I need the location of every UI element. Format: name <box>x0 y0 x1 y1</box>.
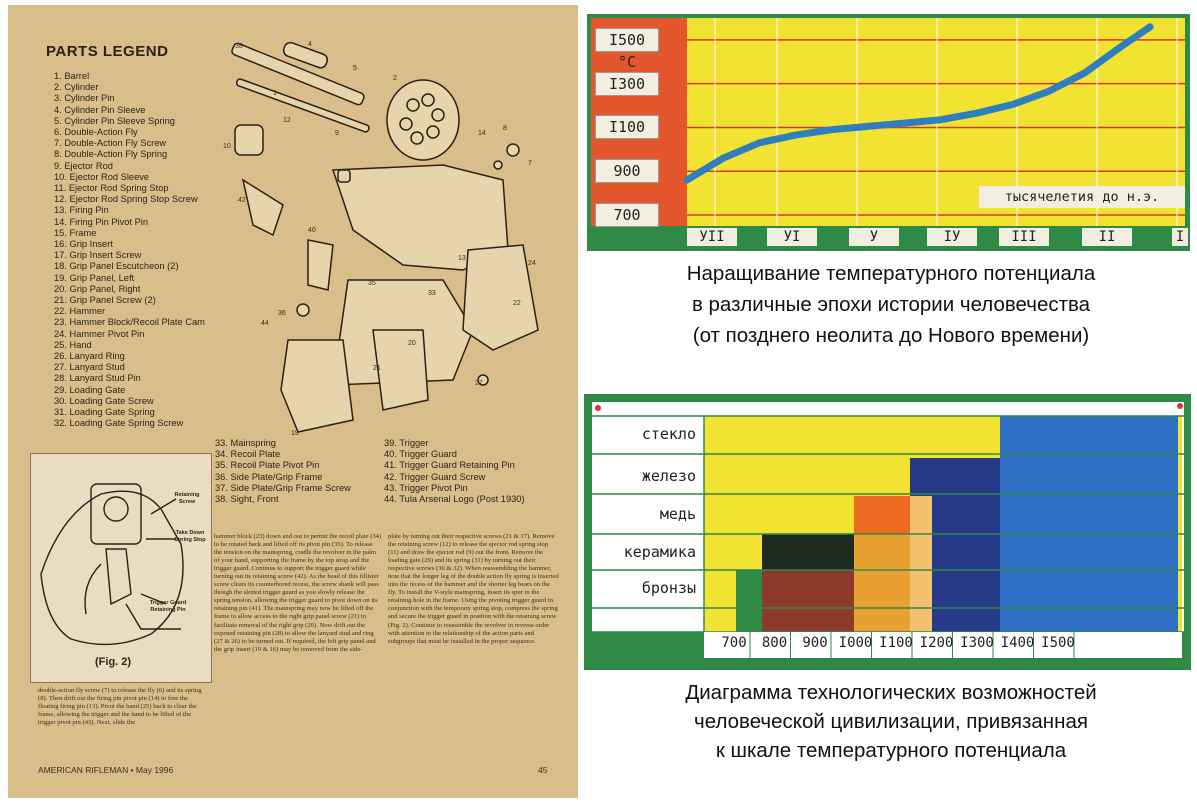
svg-text:24: 24 <box>528 260 536 267</box>
y-tick-label: 700 <box>595 203 659 227</box>
svg-text:19: 19 <box>291 430 299 435</box>
part-item: 18. Grip Panel Escutcheon (2) <box>54 261 179 272</box>
category-label: бронзы <box>641 579 696 597</box>
x-tick-label: 800 <box>761 635 788 651</box>
part-item: 19. Grip Panel, Left <box>54 272 135 283</box>
top-caption-line-1: Наращивание температурного потенциала <box>686 262 1096 285</box>
svg-text:13: 13 <box>458 255 466 262</box>
svg-text:35: 35 <box>368 280 376 287</box>
y-tick-label: I100 <box>595 115 659 139</box>
temperature-chart-plot <box>587 14 1190 251</box>
y-tick-label: I500 °C <box>595 28 659 52</box>
part-item: 14. Firing Pin Pivot Pin <box>54 216 149 227</box>
x-tick-label: II <box>1082 228 1132 246</box>
part-item: 24. Hammer Pivot Pin <box>54 328 145 339</box>
part-item: 1. Barrel <box>54 71 90 81</box>
part-item: 5. Cylinder Pin Sleeve Spring <box>54 115 175 126</box>
top-caption-line-3: (от позднего неолита до Нового времени) <box>692 324 1090 347</box>
x-tick-label: III <box>999 228 1049 246</box>
svg-text:8: 8 <box>503 125 507 132</box>
part-item: 11. Ejector Rod Spring Stop <box>54 183 169 194</box>
svg-text:42: 42 <box>238 197 246 204</box>
exploded-parts-diagram <box>213 40 553 435</box>
part-item: 27. Lanyard Stud <box>54 362 125 373</box>
part-item: 41. Trigger Guard Retaining Pin <box>384 460 515 471</box>
part-item: 26. Lanyard Ring <box>54 351 125 362</box>
marker-dot-left <box>595 405 601 411</box>
x-tick-label: I300 <box>960 635 994 651</box>
page-number: 45 <box>538 765 548 775</box>
article-text-right: plate by turning out their respective screws (21 & 17). Remove the retaining screw (12) to release the ejector rod spring stop (11) and draw the ejector rod (9) out the front. Remove the loading gate (29) and its spring (31) by turning out their respective screws (30 & 32). When reassembling the hammer, note that the longer leg of the double action fly spring is inserted into the recess of the hammer and the shorter leg bears on the fly. To install the V-style mainspring, insert its spur in the retaining hole in the frame. Using the pivoting trigger guard in conjunction with the temporary spring stop, compress the spring and secure the trigger guard in position with the retaining screw (Fig. 2). Continue to reassemble the revolver in reverse order with attention to the relationship of the action parts and subgroups that must be installed in the proper sequence. <box>388 533 559 645</box>
part-item: 32. Loading Gate Spring Screw <box>54 418 184 429</box>
x-tick-label: I <box>1172 228 1188 246</box>
part-item: 43. Trigger Pivot Pin <box>384 482 468 493</box>
y-tick-label: 900 <box>595 159 659 183</box>
x-axis-note: тысячелетия до н.э. <box>979 186 1185 208</box>
x-tick-label: I000 <box>838 635 873 651</box>
x-tick-label: УI <box>767 228 817 246</box>
category-label: железо <box>641 467 696 485</box>
bottom-caption-line-1: Диаграмма технологических возможностей <box>685 681 1097 704</box>
x-tick-label: I400 <box>1000 635 1035 651</box>
parts-list-col2 <box>215 438 351 505</box>
svg-text:33: 33 <box>428 290 436 297</box>
x-tick-label: IУ <box>927 228 977 246</box>
x-tick-label: У <box>849 228 899 246</box>
y-tick-label: I300 <box>595 72 659 96</box>
x-tick-label: 700 <box>721 635 747 651</box>
part-item: 40. Trigger Guard <box>384 449 457 460</box>
bottom-chart-caption <box>592 678 1190 765</box>
svg-text:9: 9 <box>335 130 339 137</box>
parts-list-col1 <box>54 71 205 430</box>
bar-med-hatch <box>910 496 932 632</box>
svg-text:36: 36 <box>278 310 286 317</box>
part-item: 38. Sight, Front <box>215 494 279 505</box>
part-item: 37. Side Plate/Grip Frame Screw <box>215 482 351 493</box>
part-item: 23. Hammer Block/Recoil Plate Cam <box>54 317 205 328</box>
part-item: 28. Lanyard Stud Pin <box>54 373 141 384</box>
part-item: 13. Firing Pin <box>54 205 109 216</box>
part-item: 7. Double-Action Fly Screw <box>54 138 167 149</box>
x-tick-label: 900 <box>802 635 828 651</box>
part-item: 33. Mainspring <box>215 438 276 448</box>
category-label: керамика <box>623 543 696 561</box>
part-item: 16. Grip Insert <box>54 239 113 250</box>
part-item: 2. Cylinder <box>54 82 99 93</box>
trigger-guard-pin-label: Trigger Guard Retaining Pin <box>149 600 187 613</box>
part-item: 44. Tula Arsenal Logo (Post 1930) <box>384 494 525 505</box>
article-text-left: double-action fly screw (7) to release the fly (6) and its spring (8). Then drift out the firing pin pivot pin (14) to free the floating firing pin (13). Pivot the hand (25) back to clear the frame, allowing the trigger and the hand to be lifted of the trigger pivot pin (43). Next, slide the <box>38 687 202 727</box>
bar-keramika-hatch <box>854 534 910 632</box>
svg-text:27: 27 <box>475 380 483 387</box>
hand-holding-revolver-drawing <box>31 454 211 654</box>
part-item: 42. Trigger Guard Screw <box>384 471 486 482</box>
part-item: 30. Loading Gate Screw <box>54 395 154 406</box>
part-item: 29. Loading Gate <box>54 384 126 395</box>
marker-dot-right <box>1177 403 1183 409</box>
svg-text:44: 44 <box>261 320 269 327</box>
svg-text:20: 20 <box>408 340 416 347</box>
part-item: 34. Recoil Plate <box>215 449 281 460</box>
svg-text:40: 40 <box>308 227 316 234</box>
svg-text:21: 21 <box>373 365 381 372</box>
bottom-caption-line-3: к шкале температурного потенциала <box>715 739 1067 762</box>
part-item: 3. Cylinder Pin <box>54 93 115 104</box>
technology-chart <box>584 394 1191 670</box>
figure-caption: (Fig. 2) <box>95 656 132 668</box>
part-item: 20. Grip Panel, Right <box>54 283 141 294</box>
retaining-screw-label: Retaining Screw <box>174 492 200 505</box>
part-item: 9. Ejector Rod <box>54 160 113 171</box>
part-item: 36. Side Plate/Grip Frame <box>215 471 323 482</box>
svg-text:22: 22 <box>513 300 521 307</box>
svg-text:12: 12 <box>283 117 291 124</box>
svg-text:5: 5 <box>353 65 357 72</box>
parts-legend-title: PARTS LEGEND <box>46 43 169 60</box>
svg-text:4: 4 <box>308 41 312 48</box>
part-item: 17. Grip Insert Screw <box>54 250 142 261</box>
svg-text:1: 1 <box>273 90 277 97</box>
part-item: 25. Hand <box>54 339 92 350</box>
x-tick-label: I200 <box>919 635 954 651</box>
bar-bronzy-hatch <box>762 570 854 632</box>
part-item: 31. Loading Gate Spring <box>54 407 155 418</box>
figure-2 <box>30 453 212 683</box>
part-item: 35. Recoil Plate Pivot Pin <box>215 460 320 471</box>
bar-bronzy <box>736 570 762 632</box>
part-item: 15. Frame <box>54 227 97 238</box>
part-item: 4. Cylinder Pin Sleeve <box>54 104 146 115</box>
part-item: 10. Ejector Rod Sleeve <box>54 171 150 182</box>
x-tick-label: I100 <box>879 635 913 651</box>
part-item: 21. Grip Panel Screw (2) <box>54 295 156 306</box>
svg-text:38: 38 <box>235 43 243 50</box>
article-text-middle: hammer block (23) down and out to permit the recoil plate (34) to be rotated back and lifted off its pivot pin (35). To release the tension on the mainspring, cradle the revolver in the palm of your hand, supporting the frame by the top strap and the trigger guard. Continue to support the trigger guard while turning out its retaining screw (42). As the head of this fillister screw clears its counterbored recess, the screw shank will pass though the slotted trigger guard as you slowly release the spring tension, allowing the trigger guard to pivot down on its retaining pin (41). The mainspring may now be lifted off the frame to allow access to the right grip panel screw (21) to facilitate removal of the right grip (20). Now drift out the exposed retaining pin (28) to allow the lanyard stud and ring (27 & 26) to be turned out. If required, the left grip panel and the grip insert (19 & 16) may be removed from the side- <box>214 533 382 653</box>
magazine-footer: AMERICAN RIFLEMAN • May 1996 <box>38 765 174 775</box>
part-item: 39. Trigger <box>384 438 429 448</box>
top-caption-line-2: в различные эпохи истории человечества <box>691 293 1091 316</box>
top-chart-caption <box>592 258 1190 351</box>
magazine-page <box>8 5 578 798</box>
part-item: 12. Ejector Rod Spring Stop Screw <box>54 194 198 205</box>
category-label: медь <box>659 505 696 523</box>
part-item: 6. Double-Action Fly <box>54 127 138 138</box>
svg-text:10: 10 <box>223 143 231 150</box>
svg-text:2: 2 <box>393 75 397 82</box>
temperature-chart <box>587 14 1190 251</box>
bar-steklo <box>1000 416 1178 632</box>
part-item: 8. Double-Action Fly Spring <box>54 149 168 160</box>
part-item: 22. Hammer <box>54 306 106 317</box>
parts-list-col3 <box>384 438 525 505</box>
bottom-caption-line-2: человеческой цивилизации, привязанная <box>694 710 1088 733</box>
svg-text:14: 14 <box>478 130 486 137</box>
category-label: стекло <box>641 425 696 443</box>
take-down-spring-stop-label: Take Down Spring Stop <box>174 530 206 543</box>
x-tick-label: УII <box>687 228 737 246</box>
svg-text:7: 7 <box>528 160 532 167</box>
x-tick-label: I500 <box>1041 635 1075 651</box>
